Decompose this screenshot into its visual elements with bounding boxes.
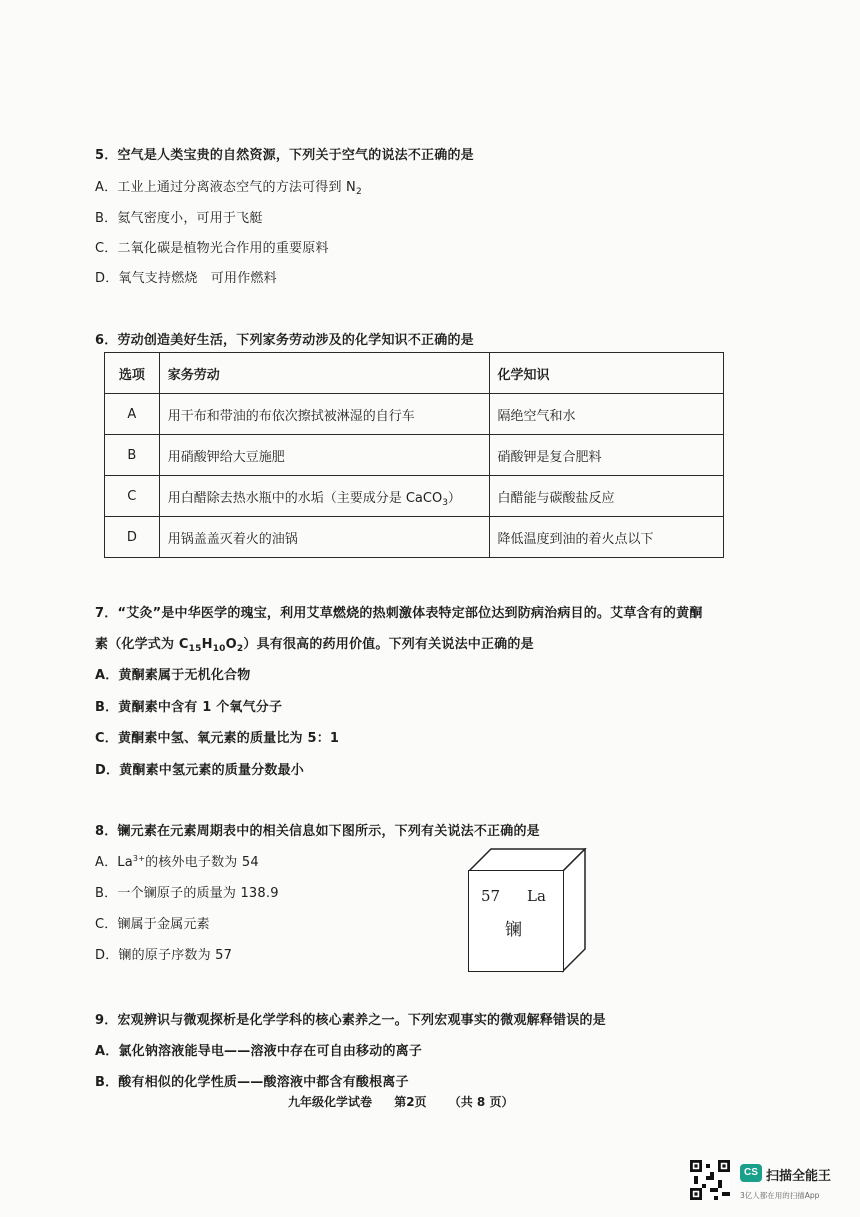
q9-option-b: B．酸有相似的化学性质——酸溶液中都含有酸根离子: [95, 1075, 409, 1090]
element-name: 镧: [505, 920, 522, 940]
table-row: [105, 435, 724, 476]
q6-stem: 6．劳动创造美好生活，下列家务劳动涉及的化学知识不正确的是: [95, 333, 474, 348]
q7-option-d: D．黄酮素中氢元素的质量分数最小: [95, 763, 304, 778]
header-option: 选项: [105, 353, 160, 394]
table-header-row: [105, 353, 724, 394]
scanner-logo-icon: CS: [740, 1164, 762, 1182]
q8-option-d: D．镧的原子序数为 57: [95, 948, 233, 963]
scanner-tagline: 3亿人都在用的扫描App: [740, 1191, 820, 1200]
table-row: [105, 476, 724, 517]
row-labor: 用干布和带油的布依次擦拭被淋湿的自行车: [159, 394, 489, 435]
footer-title: 九年级化学试卷: [288, 1095, 373, 1109]
row-knowledge: 硝酸钾是复合肥料: [489, 435, 724, 476]
q9-stem: 9．宏观辨识与微观探析是化学学科的核心素养之一。下列宏观事实的微观解释错误的是: [95, 1013, 606, 1028]
q5-stem: 5．空气是人类宝贵的自然资源，下列关于空气的说法不正确的是: [95, 148, 474, 163]
element-card-face: [468, 870, 564, 972]
table-row: [105, 517, 724, 558]
scanner-app-name: 扫描全能王: [766, 1169, 832, 1184]
q7-stem-line2: 素（化学式为 $C_{15}H_{10}O_2$）具有很高的药用价值。下列有关说法中正确的是: [95, 637, 534, 654]
q7-option-a: A．黄酮素属于无机化合物: [95, 668, 251, 683]
row-labor: 用硝酸钾给大豆施肥: [159, 435, 489, 476]
row-knowledge: 白醋能与碳酸盐反应: [489, 476, 724, 517]
row-option: A: [105, 394, 160, 435]
element-symbol: La: [527, 887, 546, 905]
q7-option-b: B．黄酮素中含有 1 个氧气分子: [95, 700, 283, 715]
row-option: D: [105, 517, 160, 558]
q8-option-c: C．镧属于金属元素: [95, 917, 210, 932]
q7-stem-line1: 7．“艾灸”是中华医学的瑰宝，利用艾草燃烧的热刺激体表特定部位达到防病治病目的。艾草含有的黄酮: [95, 606, 703, 621]
q8-stem: 8．镧元素在元素周期表中的相关信息如下图所示，下列有关说法不正确的是: [95, 824, 540, 839]
header-knowledge: 化学知识: [489, 353, 724, 394]
row-knowledge: 隔绝空气和水: [489, 394, 724, 435]
table-row: [105, 394, 724, 435]
footer-page: 第2页: [394, 1095, 427, 1109]
atomic-number: 57: [481, 887, 501, 905]
q9-option-a: A．氯化钠溶液能导电——溶液中存在可自由移动的离子: [95, 1044, 423, 1059]
qr-code-icon: [690, 1160, 730, 1200]
q5-option-c: C．二氧化碳是植物光合作用的重要原料: [95, 241, 329, 256]
q7-option-c: C．黄酮素中氢、氧元素的质量比为 5：1: [95, 731, 340, 746]
header-labor: 家务劳动: [159, 353, 489, 394]
row-option: B: [105, 435, 160, 476]
q5-option-d: D．氧气支持燃烧 可用作燃料: [95, 271, 277, 286]
q8-option-b: B．一个镧原子的质量为 138.9: [95, 886, 279, 901]
row-knowledge: 降低温度到油的着火点以下: [489, 517, 724, 558]
q5-option-a: A．工业上通过分离液态空气的方法可得到 $N_2$: [95, 180, 362, 197]
q5-option-b: B．氦气密度小，可用于飞艇: [95, 211, 263, 226]
q6-table: [104, 352, 724, 558]
footer-total: （共 8 页）: [448, 1095, 514, 1109]
q8-option-a: A．$La^{3+}$的核外电子数为 54: [95, 854, 259, 870]
row-option: C: [105, 476, 160, 517]
row-labor: 用白醋除去热水瓶中的水垢（主要成分是 CaCO$_3$）: [159, 476, 489, 517]
row-labor: 用锅盖盖灭着火的油锅: [159, 517, 489, 558]
page-footer: [288, 1093, 531, 1110]
